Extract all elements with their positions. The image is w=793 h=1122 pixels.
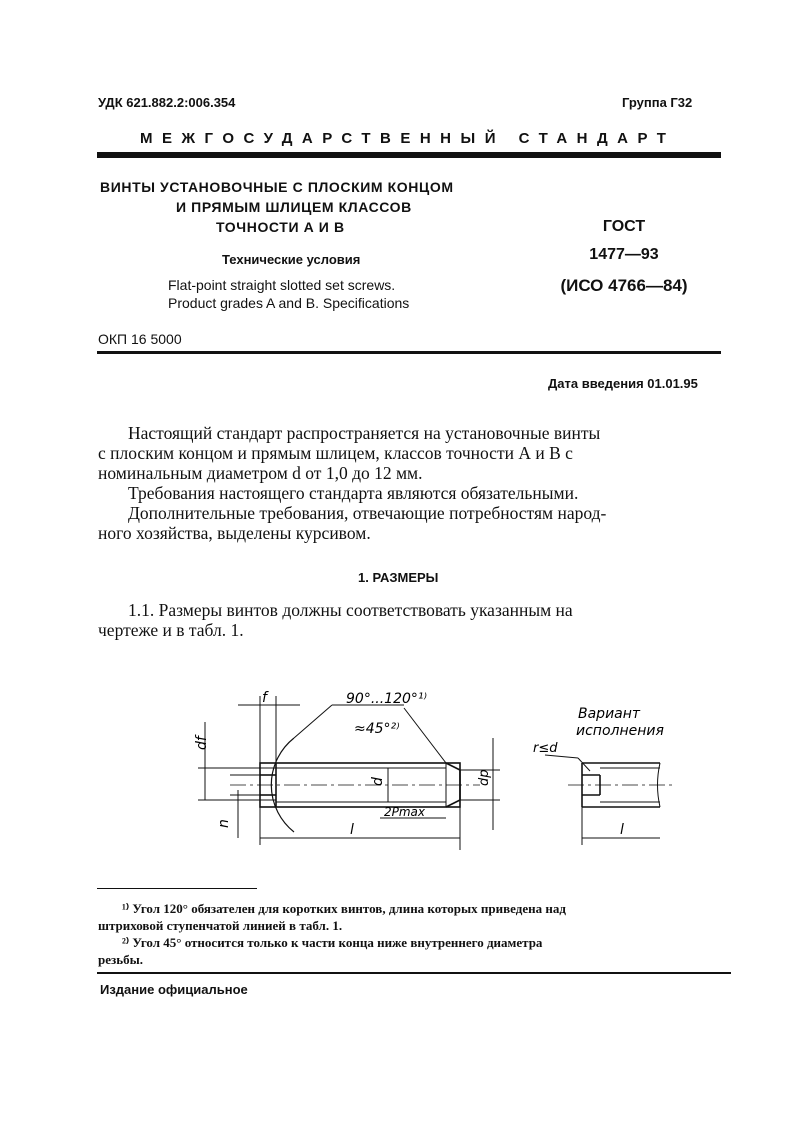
group-code: Группа Г32 xyxy=(622,95,693,110)
subtitle: Технические условия xyxy=(222,252,361,267)
section1-p-line2: чертеже и в табл. 1. xyxy=(98,620,244,640)
intro-p1-line3: номинальным диаметром d от 1,0 до 12 мм. xyxy=(98,463,423,483)
intro-p3-line1: Дополнительные требования, отвечающие потребностям народ- xyxy=(128,503,607,523)
variant-label-line1: Вариант xyxy=(578,706,641,722)
footnote-separator xyxy=(97,888,257,889)
variant-label-line2: исполнения xyxy=(576,723,664,739)
footnote-2-line1: ²⁾ Угол 45° относится только к части конца ниже внутреннего диаметра xyxy=(122,935,543,950)
standard-type: МЕЖГОСУДАРСТВЕННЫЙ СТАНДАРТ xyxy=(140,130,676,147)
dim-n-label: n xyxy=(216,819,232,828)
bottom-rule xyxy=(97,972,731,974)
title-line-3: ТОЧНОСТИ А И B xyxy=(216,219,345,235)
dim-2pmax-label: 2Pmax xyxy=(384,805,426,819)
section1-p-line1: 1.1. Размеры винтов должны соответствовать указанным на xyxy=(128,600,573,620)
intro-p3-line2: ного хозяйства, выделены курсивом. xyxy=(98,523,371,543)
gost-number: 1477—93 xyxy=(589,246,659,263)
udk-code: УДК 621.882.2:006.354 xyxy=(98,95,236,110)
english-title-line-2: Product grades A and B. Specifications xyxy=(168,295,410,311)
section-heading: 1. РАЗМЕРЫ xyxy=(358,570,439,585)
iso-equivalent: (ИСО 4766—84) xyxy=(560,276,688,295)
official-edition: Издание официальное xyxy=(100,982,248,997)
title-line-2: И ПРЯМЫМ ШЛИЦЕМ КЛАССОВ xyxy=(176,199,412,215)
dim-dp-label: dp xyxy=(477,769,492,786)
dim-df-label: df xyxy=(194,736,210,750)
gost-label: ГОСТ xyxy=(602,218,646,235)
dim-l-label: l xyxy=(350,822,354,838)
dim-d-label: d xyxy=(370,777,386,786)
dim-angle2-label: ≈45°²⁾ xyxy=(354,721,400,737)
dim-f-label: f xyxy=(262,690,267,706)
english-title-line-1: Flat-point straight slotted set screws. xyxy=(168,277,396,293)
dim-r-label: r≤d xyxy=(533,741,558,756)
footnote-2-line2: резьбы. xyxy=(98,952,143,967)
effective-date: Дата введения 01.01.95 xyxy=(548,376,698,391)
dim-angle1-label: 90°...120°¹⁾ xyxy=(346,691,427,707)
intro-p2: Требования настоящего стандарта являются обязательными. xyxy=(128,483,579,503)
dim-l2-label: l xyxy=(620,822,624,838)
okp-code: ОКП 16 5000 xyxy=(98,331,182,347)
title-line-1: ВИНТЫ УСТАНОВОЧНЫЕ С ПЛОСКИМ КОНЦОМ xyxy=(100,179,454,195)
footnote-1-line1: ¹⁾ Угол 120° обязателен для коротких винтов, длина которых приведена над xyxy=(122,901,566,916)
intro-p1-line1: Настоящий стандарт распространяется на установочные винты xyxy=(128,423,601,443)
footnote-1-line2: штриховой ступенчатой линией в табл. 1. xyxy=(98,918,343,933)
intro-p1-line2: с плоским концом и прямым шлицем, классов точности А и B с xyxy=(98,443,573,463)
